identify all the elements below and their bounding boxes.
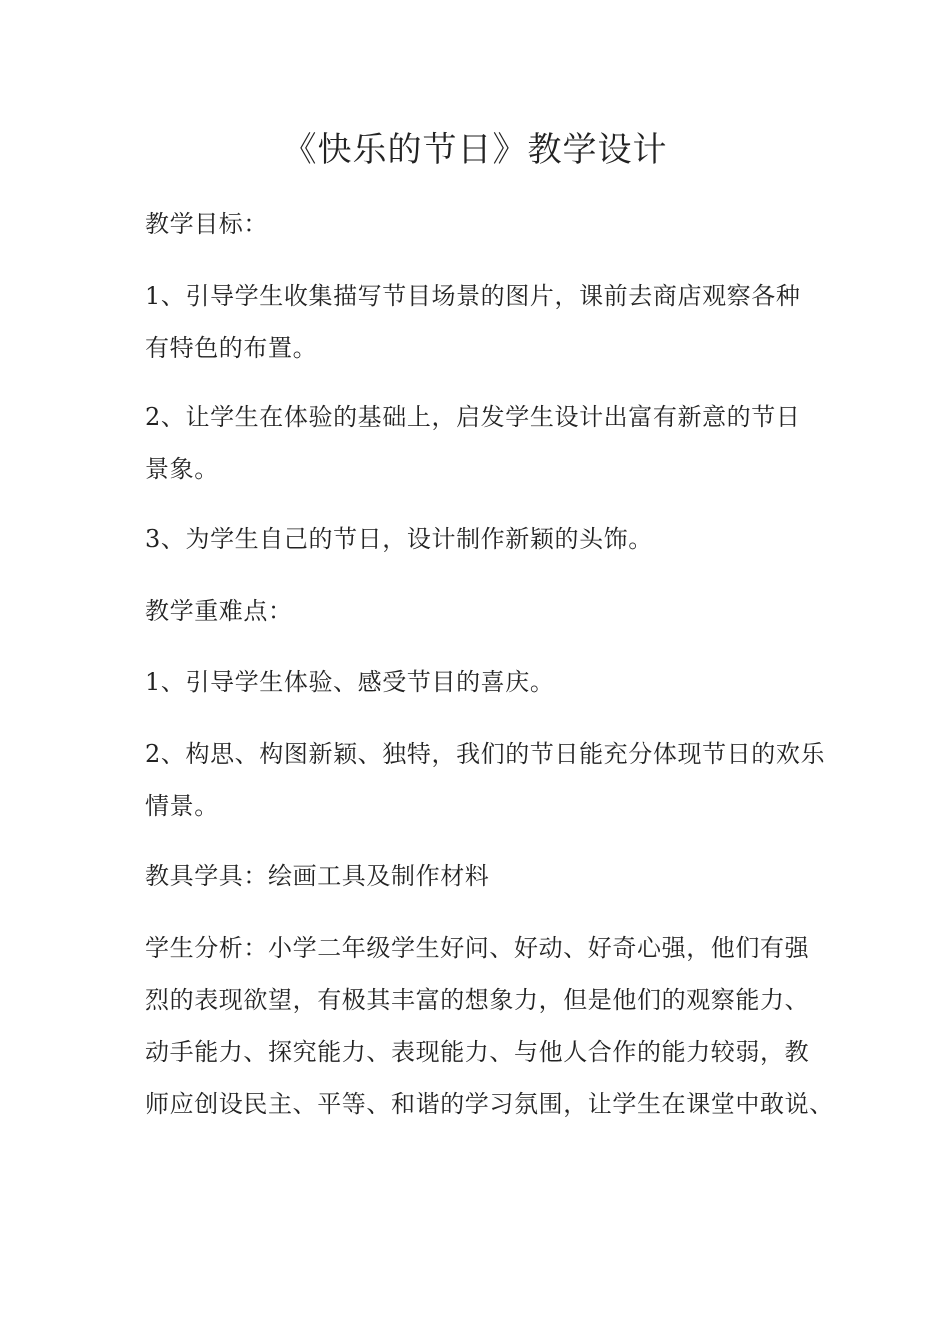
key-points-heading: 教学重难点： <box>145 597 293 625</box>
goal-2-line-2: 景象。 <box>145 455 219 483</box>
materials-paragraph: 教具学具：绘画工具及制作材料 <box>145 862 490 890</box>
key-point-2-paragraph <box>145 728 826 832</box>
document-title: 《快乐的节日》教学设计 <box>282 130 668 170</box>
key-point-1-paragraph: 1、引导学生体验、感受节目的喜庆。 <box>145 668 555 696</box>
goal-1-line-2: 有特色的布置。 <box>145 334 318 362</box>
student-analysis-line-2: 烈的表现欲望，有极其丰富的想象力，但是他们的观察能力、 <box>145 986 810 1014</box>
student-analysis-paragraph <box>145 922 834 1130</box>
goal-3-paragraph: 3、为学生自己的节日，设计制作新颖的头饰。 <box>145 525 653 553</box>
goal-2-paragraph <box>145 391 815 495</box>
goal-1-line-1: 1、引导学生收集描写节目场景的图片，课前去商店观察各种 <box>145 282 801 310</box>
goal-2-line-1: 2、让学生在体验的基础上，启发学生设计出富有新意的节日 <box>145 403 801 431</box>
student-analysis-line-3: 动手能力、探究能力、表现能力、与他人合作的能力较弱，教 <box>145 1038 810 1066</box>
key-point-2-line-2: 情景。 <box>145 792 219 820</box>
goals-heading: 教学目标： <box>145 210 268 238</box>
student-analysis-line-4: 师应创设民主、平等、和谐的学习氛围，让学生在课堂中敢说、 <box>145 1090 834 1118</box>
student-analysis-line-1: 学生分析：小学二年级学生好问、好动、好奇心强，他们有强 <box>145 934 810 962</box>
key-point-2-line-1: 2、构思、构图新颖、独特，我们的节日能充分体现节日的欢乐 <box>145 740 826 768</box>
goal-1-paragraph <box>145 270 815 374</box>
